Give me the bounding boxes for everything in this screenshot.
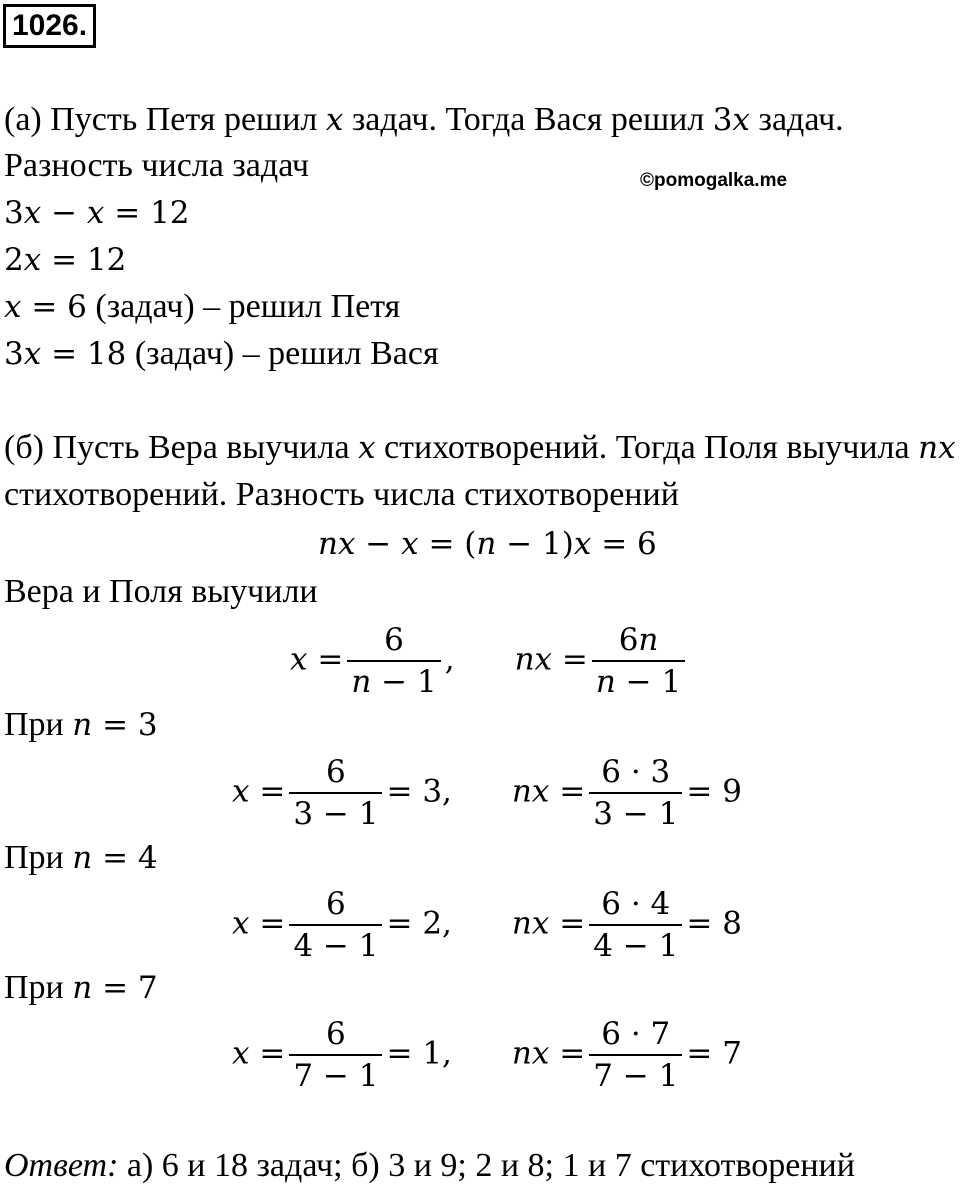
- case-label-n3: При n = 3: [4, 706, 158, 743]
- equation-difference: nx − x = (n − 1)x = 6: [318, 526, 657, 562]
- part-b-learned-label: Вера и Поля выучили: [4, 573, 318, 610]
- problem-number: 1026.: [3, 4, 96, 48]
- answer-text: а) 6 и 18 задач; б) 3 и 9; 2 и 8; 1 и 7 стихотворений: [126, 1147, 855, 1184]
- watermark: ©pomogalka.me: [640, 170, 788, 191]
- answer: [4, 1146, 855, 1186]
- general-formulas: x = $\frac{6}{n - 1}$ , nx = $\frac{6n}{n - 1}$: [290, 620, 689, 702]
- case-label-n7: При n = 7: [4, 969, 158, 1006]
- case-formula-n4: x = $\frac{6}{4 - 1}$ = 2, nx = $\frac{6 \cdot 4}{4 - 1}$ = 8: [232, 886, 742, 964]
- case-formula-n3: x = $\frac{6}{3 - 1}$ = 3, nx = $\frac{6 \cdot 3}{3 - 1}$ = 9: [232, 754, 742, 832]
- answer-label: Ответ:: [4, 1147, 119, 1184]
- case-label-n4: При n = 4: [4, 839, 158, 876]
- case-formula-n7: x = $\frac{6}{7 - 1}$ = 1, nx = $\frac{6 \cdot 7}{7 - 1}$ = 7: [232, 1016, 742, 1094]
- equation-3: x = 6 (задач) – решил Петя: [4, 288, 401, 325]
- equation-2: 2x = 12: [4, 242, 127, 278]
- part-a-intro: (а) Пусть Петя решил x задач. Тогда Вася решил 3x задач.: [4, 101, 844, 138]
- equation-4: 3x = 18 (задач) – решил Вася: [4, 335, 439, 372]
- part-a-difference-label: Разность числа задач: [4, 147, 310, 184]
- equation-1: 3x − x = 12: [4, 195, 190, 231]
- part-b-difference-label: стихотворений. Разность числа стихотворений: [4, 476, 679, 513]
- part-b-intro: (б) Пусть Вера выучила x стихотворений. Тогда Поля выучила nx: [4, 429, 956, 466]
